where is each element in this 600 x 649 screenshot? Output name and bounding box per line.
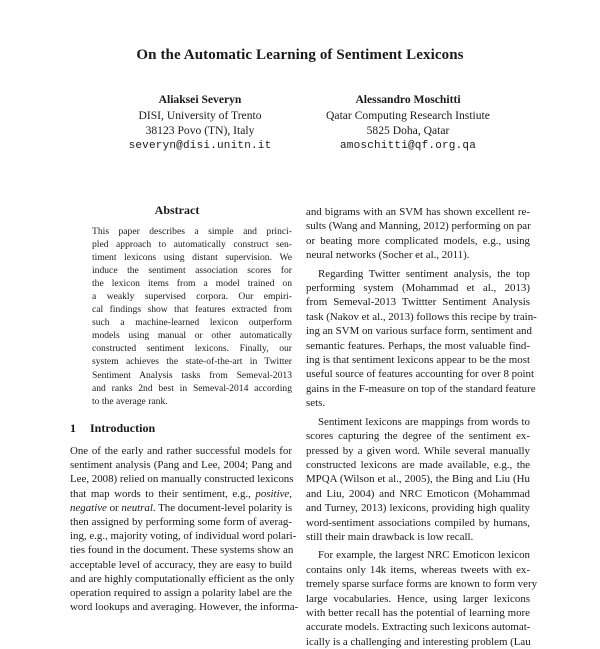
author-affiliation: DISI, University of Trento — [138, 108, 262, 122]
intro-line: negative or neutral. The document-level polarity is — [70, 501, 293, 514]
paragraph-line: MPQA (Wilson et al., 2005), the Bing and Liu (Hu — [306, 473, 530, 486]
intro-line: One of the early and rather successful models for — [70, 445, 292, 457]
paragraph — [306, 267, 537, 411]
author-email: severyn@disi.unitn.it — [128, 139, 272, 152]
paragraph-line: pressed by a given word. While several manually — [306, 444, 530, 457]
abstract-line: a weakly supervised corpora. Our empiri- — [92, 291, 292, 303]
paragraph-line: task (Nakov et al., 2013) follows this recipe by train- — [306, 310, 537, 323]
paragraph-line: Regarding Twitter sentiment analysis, the top — [318, 267, 530, 280]
paragraph-line: constructed lexicons are made available, e.g., the — [306, 458, 530, 471]
paragraph — [306, 205, 530, 263]
paragraph-line: with better recall has the potential of learning more — [306, 606, 530, 619]
abstract-line: to the average rank. — [92, 395, 168, 407]
paragraph-line: scores capturing the degree of the sentiment ex- — [306, 430, 530, 443]
author-address: 38123 Povo (TN), Italy — [145, 124, 255, 138]
intro-line: acceptable level of accuracy, they are easy to build — [70, 558, 292, 571]
abstract-line: constructed sentiment lexicons. Finally, our — [92, 343, 292, 355]
author-name: Alessandro Moschitti — [355, 93, 461, 106]
introduction-paragraph — [70, 444, 299, 614]
paragraph-line: ing an SVM on various surface form, sentiment and — [306, 325, 532, 338]
section-number: 1 — [70, 421, 76, 435]
intro-line: and are highly computationally efficient as the only — [70, 572, 295, 585]
intro-line: ties found in the document. These systems show an — [70, 544, 294, 557]
paragraph-line: For example, the largest NRC Emoticon lexicon — [318, 549, 530, 562]
right-column-text — [306, 205, 538, 649]
paragraph-line: word-sentiment associations compiled by humans, — [306, 516, 530, 529]
abstract-heading: Abstract — [154, 203, 200, 217]
paragraph-line: sults (Wang and Manning, 2012) performing on par — [306, 220, 531, 233]
paragraph-line: performing system (Mohammad et al., 2013) — [306, 282, 530, 295]
paragraph-line: and bigrams with an SVM has shown excellent re- — [306, 206, 530, 218]
abstract-line: system achieves the state-of-the-art in Twitter — [92, 356, 292, 368]
abstract-line: Sentiment Analysis tasks from Semeval-2013 — [92, 369, 292, 381]
paragraph-line: sets. — [306, 397, 326, 410]
author-block-2 — [283, 92, 533, 154]
abstract-line: such a machine-learned lexicon outperform — [92, 317, 292, 329]
abstract-line: cal findings show that features extracted from — [92, 304, 292, 316]
abstract-line: induce the sentiment association scores for — [92, 265, 292, 277]
paragraph-line: from Semeval-2013 Twittter Sentiment Analysis — [306, 296, 530, 309]
paragraph — [306, 548, 538, 649]
intro-line: sentiment analysis (Pang and Lee, 2004; Pang and — [70, 459, 292, 472]
author-email: amoschitti@qf.org.qa — [339, 139, 477, 152]
paragraph-line: useful source of features accounting for over 8 point — [306, 368, 535, 381]
paragraph-line: semantic features. Perhaps, the most valuable find- — [306, 339, 530, 352]
paper-title: On the Automatic Learning of Sentiment Lexicons — [136, 47, 464, 63]
author-name: Aliaksei Severyn — [158, 93, 242, 106]
intro-line: Lee, 2008) relied on manually constructed lexicons — [70, 473, 294, 486]
abstract-line: timent lexicons using distant supervision. We — [92, 252, 292, 264]
paragraph-line: and Liu, 2004) and NRC Emoticon (Mohammad — [306, 487, 530, 500]
paragraph-line: Sentiment lexicons are mappings from words to — [318, 415, 530, 428]
intro-line: word lookups and averaging. However, the informa- — [70, 601, 299, 614]
abstract-line: the lexicon items from a model trained on — [92, 278, 292, 290]
intro-line: ing, e.g., majority voting, of individual word polari- — [70, 530, 297, 543]
intro-line: that map words to their sentiment, e.g., positive, — [70, 487, 292, 500]
intro-line: operation required to assign a polarity label are the — [70, 587, 292, 600]
abstract-body — [92, 225, 292, 408]
paragraph-line: or beating more complicated models, e.g., using — [306, 234, 530, 247]
paragraph-line: and Turney, 2013) lexicons, providing high quality — [306, 502, 530, 515]
abstract-line: and ranks 2nd best in Semeval-2014 according — [92, 382, 292, 394]
abstract-line: This paper describes a simple and princi- — [92, 226, 292, 237]
section-title: Introduction — [90, 421, 156, 435]
paragraph-line: accurate models. Extracting such lexicons automat- — [306, 621, 531, 634]
section-heading — [70, 421, 155, 436]
paragraph — [306, 415, 530, 545]
author-address: 5825 Doha, Qatar — [366, 124, 450, 138]
paragraph-line: ically is a challenging and interesting problem (Lau — [306, 635, 531, 648]
paragraph-line: large vocabularies. Hence, using larger lexicons — [306, 592, 530, 605]
paragraph-line: tremely sparse surface forms are known to form very — [306, 578, 538, 591]
abstract-line: pled approach to automatically construct sen- — [92, 239, 292, 251]
author-affiliation: Qatar Computing Research Instiute — [326, 108, 490, 122]
intro-line: then assigned by performing some form of averag- — [70, 516, 292, 529]
abstract-line: models using manual or other automatically — [92, 330, 292, 342]
paragraph-line: contains only 14k items, whereas tweets with ex- — [306, 563, 530, 576]
paragraph-line: still their main drawback is low recall. — [306, 530, 474, 543]
paragraph-line: ing is that sentiment lexicons appear to be the most — [306, 354, 530, 367]
paragraph-line: neural networks (Socher et al., 2011). — [306, 249, 470, 262]
paragraph-line: gains in the F-measure on top of the standard feature — [306, 382, 536, 395]
